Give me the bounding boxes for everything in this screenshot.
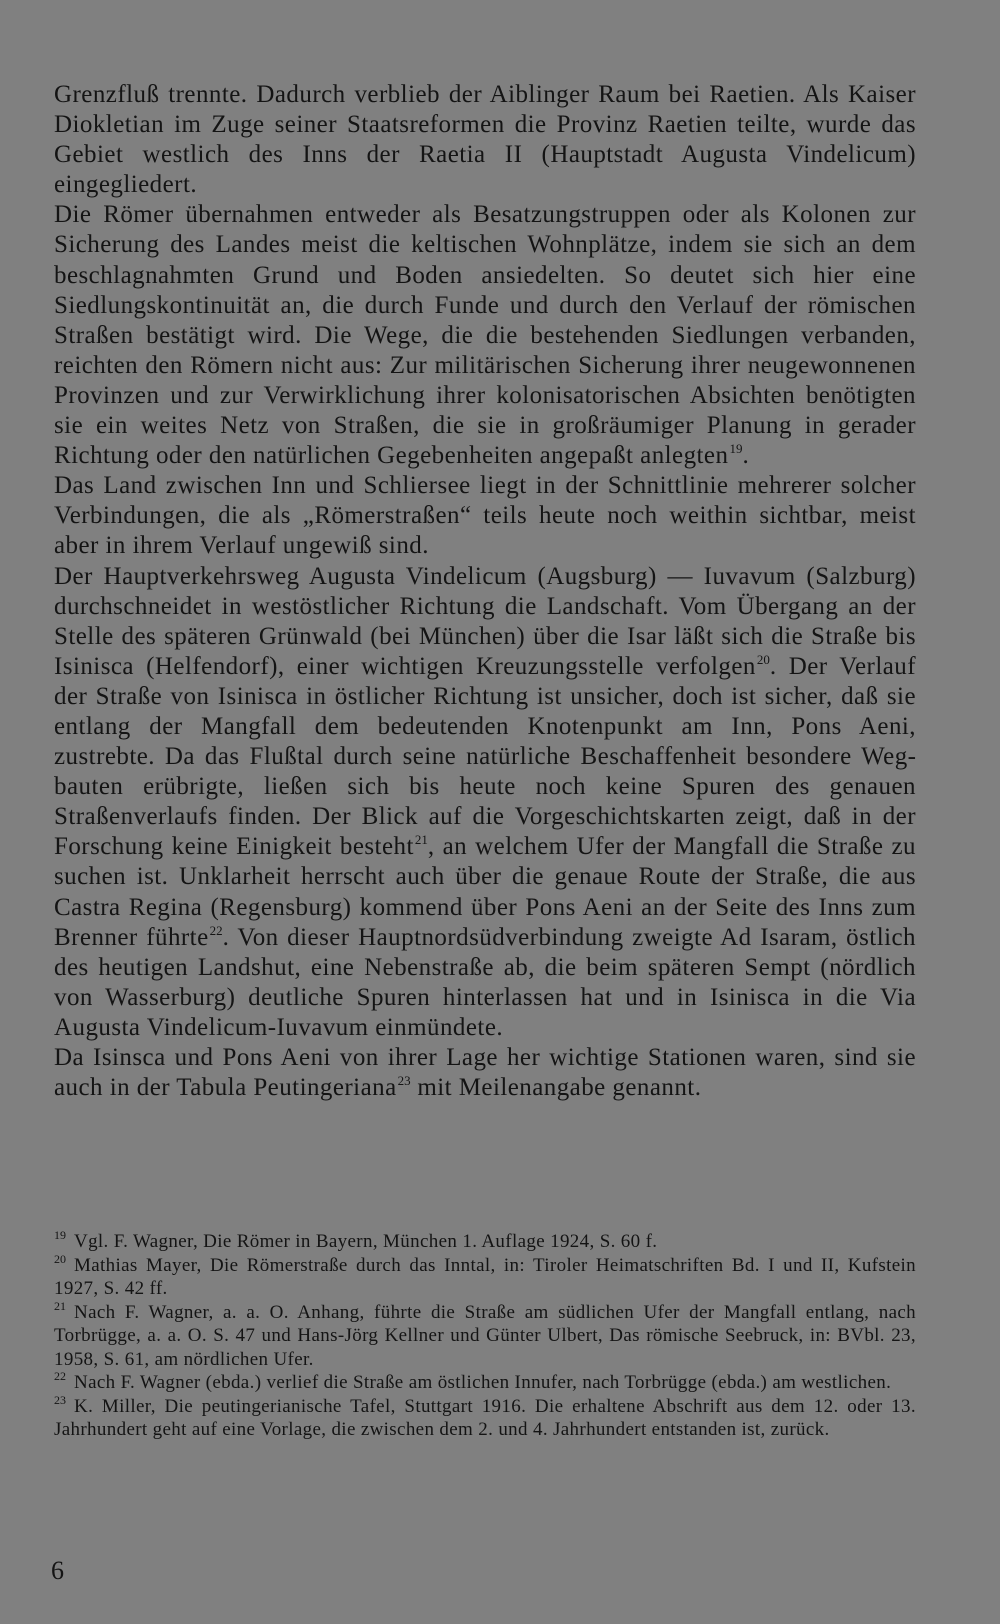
footnote-text: Nach F. Wagner, a. a. O. Anhang, führte die Straße am südlichen Ufer der Mangfall entlang, nach Torbrügge, a. a. O. S. 47 und Hans-Jörg Kellner und Günter Ulbert, Das römische Seebruck, in: BVbl. 23, 1958, S. 61, am nördlichen Ufer.: [54, 1301, 916, 1370]
paragraph: [54, 562, 916, 1044]
footnote-number: 19: [54, 1228, 66, 1242]
text-run: Der Hauptverkehrsweg Augusta Vindelicum (Augsburg) — Iuvavum (Salzburg) durchschneidet in westöstlicher Richtung die Landschaft. Vom Übergang an der Stelle des späteren Grünwald (bei München) über die Isar läßt sich die Straße bis Isinisca (Helfendorf), einer wichtigen Kreuzungsstelle verfolgen: [54, 562, 916, 680]
footnote-text: Mathias Mayer, Die Römerstraße durch das Inntal, in: Tiroler Heimatschriften Bd. I und II, Kufstein 1927, S. 42 ff.: [54, 1254, 916, 1299]
footnote-reference: 22: [209, 922, 223, 938]
paragraph: [54, 200, 916, 471]
text-run: Die Römer übernahmen entweder als Besatzungstruppen oder als Kolonen zur Sicherung des Landes meist die keltischen Wohnplätze, indem sie sich an dem beschlagnahmten Grund und Boden ansiedelten. So deutet sich hier eine Siedlungskontinuität an, die durch Funde und durch den Verlauf der römischen Straßen bestätigt wird. Die Wege, die die bestehenden Siedlungen verbanden, reichten den Römern nicht aus: Zur militärischen Sicherung ihrer neugewonnenen Provinzen und zur Verwirklichung ihrer kolonisatorischen Absichten benötigten sie ein weites Netz von Straßen, die sie in großräumiger Planung in gerader Richtung oder den natürlichen Gegebenheiten angepaßt anlegten: [54, 201, 916, 470]
text-run: , an welchem Ufer der Mangfall die Straße zu suchen ist. Unklarheit herrscht auch über die genaue Route der Straße, die aus Castra Regina (Regensburg) kommend über Pons Aeni an der Seite des Inns zum Brenner führte: [54, 833, 916, 951]
footnote-reference: 21: [414, 832, 428, 848]
footnote-reference: 19: [729, 441, 743, 457]
text-run: Grenzfluß trennte. Dadurch verblieb der Aiblinger Raum bei Raetien. Als Kaiser Diokletian im Zuge seiner Staatsreformen die Provinz Raetien teilte, wurde das Gebiet westlich des Inns der Raetia II (Hauptstadt Augusta Vindelicum) eingegliedert.: [54, 81, 916, 199]
footnote-number: 22: [54, 1369, 66, 1383]
page-number: 6: [51, 1556, 64, 1585]
footnote: [54, 1251, 916, 1301]
paragraph: [54, 80, 916, 200]
footnotes-section: [54, 1230, 916, 1442]
text-run: . Der Verlauf der Straße von Isinisca in östlicher Richtung ist unsicher, doch ist sicher, daß sie entlang der Mangfall dem bedeutenden Knotenpunkt am Inn, Pons Aeni, zustrebte. Da das Flußtal durch seine natürliche Beschaffenheit besondere Wegbauten erübrigte, ließen sich bis heute noch keine Spuren des genauen Straßenverlaufs finden. Der Blick auf die Vorgeschichtskarten zeigt, daß in der Forschung keine Einigkeit besteht: [54, 652, 916, 861]
footnote: [54, 1371, 916, 1395]
footnote: [54, 1392, 916, 1442]
footnote: [54, 1230, 916, 1254]
paragraph: [54, 471, 916, 561]
text-run: Da Isinsca und Pons Aeni von ihrer Lage her wichtige Stationen waren, sind sie auch in der Tabula Peutingeriana: [54, 1044, 916, 1102]
text-run: mit Meilenangabe genannt.: [410, 1074, 702, 1102]
footnote-number: 21: [54, 1298, 66, 1313]
footnote: [54, 1298, 916, 1372]
footnote-text: K. Miller, Die peutingerianische Tafel, Stuttgart 1916. Die erhaltene Abschrift aus dem 12. oder 13. Jahrhundert geht auf eine Vorlage, die zwischen dem 2. und 4. Jahrhundert entstanden ist, zurück.: [54, 1395, 916, 1440]
text-run: Das Land zwischen Inn und Schliersee liegt in der Schnittlinie mehrerer solcher Verbindungen, die als „Römerstraßen“ teils heute noch weithin sichtbar, meist aber in ihrem Verlauf ungewiß sind.: [54, 472, 916, 560]
footnote-number: 23: [54, 1392, 66, 1407]
text-run: .: [742, 442, 750, 470]
footnote-reference: 23: [397, 1073, 411, 1089]
footnote-text: Nach F. Wagner (ebda.) verlief die Straße am östlichen Innufer, nach Torbrügge (ebda.) am westlichen.: [74, 1372, 892, 1393]
text-run: . Von dieser Hauptnordsüdverbindung zweigte Ad Isaram, östlich des heutigen Landshut, eine Nebenstraße ab, die beim späteren Sempt (nördlich von Wasserburg) deutliche Spuren hinterlassen hat und in Isinisca in die Via Augusta Vindelicum-Iuvavum einmündete.: [54, 923, 916, 1041]
footnote-text: Vgl. F. Wagner, Die Römer in Bayern, München 1. Auflage 1924, S. 60 f.: [74, 1231, 658, 1252]
footnote-reference: 20: [756, 651, 770, 667]
main-text: [54, 80, 916, 1103]
paragraph: [54, 1043, 916, 1103]
footnote-number: 20: [54, 1251, 66, 1266]
